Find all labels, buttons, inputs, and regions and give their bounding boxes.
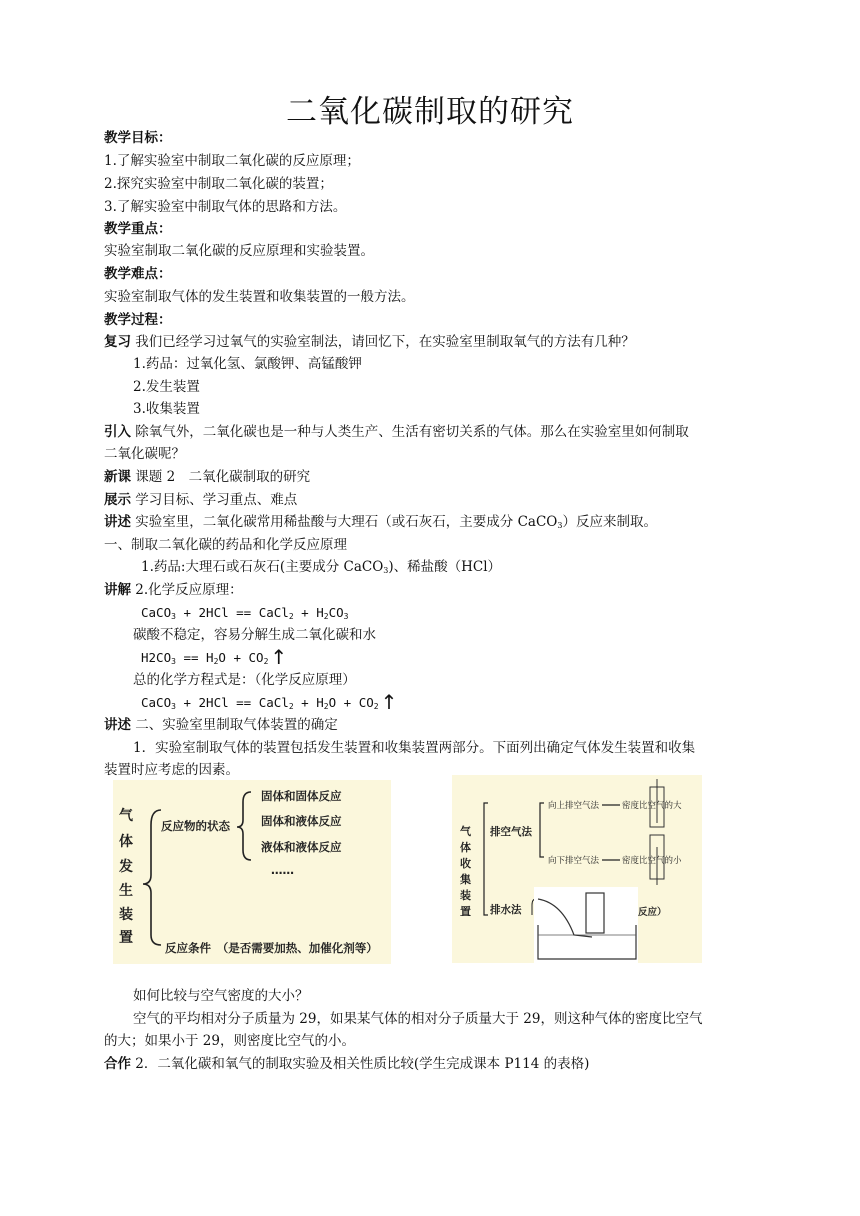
equation-3	[141, 690, 398, 717]
eq1-c-sub: 2	[323, 612, 329, 621]
review-item-2: 2.发生装置	[133, 379, 200, 395]
narrate1-line	[104, 512, 657, 536]
reagents-text-b: )、稀盐酸（HCl）	[388, 559, 502, 575]
review-item-3: 3.收集装置	[133, 401, 200, 417]
eq1-d: CO	[328, 605, 344, 620]
goals-heading: 教学目标：	[104, 130, 172, 146]
total-text: 总的化学方程式是：（化学反应原理）	[133, 672, 356, 688]
diag-condition: 反应条件 （是否需要加热、加催化剂等）	[165, 941, 378, 955]
show-line	[104, 490, 297, 510]
eq1-a-sub: 3	[171, 612, 176, 621]
coop-text: 2．二氧化碳和氧气的制取实验及相关性质比较(学生完成课本 P114 的表格)	[131, 1056, 590, 1072]
goal-item-3: 3.了解实验室中制取气体的思路和方法。	[104, 199, 347, 215]
diag-air-label: 排空气法	[490, 826, 532, 838]
diag-left-main-0: 气	[119, 808, 133, 824]
eq2-b: == H	[175, 650, 214, 665]
review-label: 复习	[104, 334, 131, 350]
narrate1-text-b: ）反应来制取。	[562, 514, 657, 530]
eq1-b-sub: 2	[288, 612, 294, 621]
eq2-c-sub: 2	[263, 657, 269, 666]
eq3-a: CaCO	[141, 695, 172, 710]
narrate2-text: 二、实验室里制取气体装置的确定	[131, 717, 338, 733]
compare-question: 如何比较与空气密度的大小？	[133, 988, 309, 1004]
reagents-sub: 3	[383, 566, 389, 575]
gas-arrow-icon: ↑	[270, 645, 288, 669]
eq3-b-sub: 2	[288, 702, 294, 711]
difficult-text: 实验室制取气体的发生装置和收集装置的一般方法。	[104, 289, 415, 305]
compare-answer-2: 的大；如果小于 29，则密度比空气的小。	[104, 1033, 355, 1049]
newlesson-line	[104, 467, 310, 487]
explain-line	[104, 580, 243, 600]
diag-up-method: 向上排空气法	[548, 801, 600, 811]
difficult-heading: 教学难点：	[104, 266, 172, 282]
diag-right-main-1: 体	[460, 841, 471, 854]
narrate1-sub: 3	[557, 521, 563, 530]
diag-water-desc: 反应）	[638, 907, 667, 918]
goal-item-2: 2.探究实验室中制取二氧化碳的装置；	[104, 176, 333, 192]
equation-1	[141, 603, 348, 627]
eq2-c: O + CO	[218, 650, 264, 665]
review-item-1: 1.药品：过氧化氢、氯酸钾、高锰酸钾	[133, 356, 362, 372]
eq3-c: + H	[293, 695, 324, 710]
generation-apparatus-diagram	[113, 780, 391, 964]
diag-left-main-3: 生	[119, 883, 133, 899]
unstable-text: 碳酸不稳定，容易分解生成二氧化碳和水	[133, 627, 376, 643]
gas-arrow-icon: ↑	[380, 690, 398, 714]
para1-line-1: 1．实验室制取气体的装置包括发生装置和收集装置两部分。下面列出确定气体发生装置和收集	[133, 740, 696, 756]
process-heading: 教学过程：	[104, 312, 172, 328]
eq3-d-sub: 2	[373, 702, 379, 711]
intro-label: 引入	[104, 424, 131, 440]
newlesson-label: 新课	[104, 469, 131, 485]
section1-heading: 一、制取二氧化碳的药品和化学反应原理	[104, 537, 347, 553]
collection-apparatus-diagram	[452, 775, 702, 963]
explain-text: 2.化学反应原理：	[131, 582, 243, 598]
show-label: 展示	[104, 492, 131, 508]
diag-down-method: 向下排空气法	[548, 856, 600, 866]
eq3-b: + 2HCl == CaCl	[175, 695, 289, 710]
diag-state-2: 液体和液体反应	[261, 840, 342, 854]
eq1-c: + H	[293, 605, 324, 620]
diag-state-label: 反应物的状态	[161, 819, 230, 833]
eq1-a: CaCO	[141, 605, 172, 620]
diag-right-main-2: 收	[460, 857, 471, 870]
eq3-d: O + CO	[328, 695, 374, 710]
diag-left-main-2: 发	[119, 859, 133, 875]
coop-line	[104, 1054, 589, 1074]
eq2-b-sub: 2	[213, 657, 219, 666]
narrate2-line	[104, 715, 338, 735]
diag-right-main-5: 置	[460, 905, 471, 918]
key-heading: 教学重点：	[104, 221, 172, 237]
eq1-b: + 2HCl == CaCl	[175, 605, 289, 620]
eq2-a-sub: 3	[171, 657, 176, 666]
intro-text-2: 二氧化碳呢？	[104, 446, 185, 462]
narrate1-text-a: 实验室里，二氧化碳常用稀盐酸与大理石（或石灰石，主要成分 CaCO	[131, 514, 558, 530]
diag-right-main-3: 集	[460, 873, 471, 886]
intro-line	[104, 422, 689, 442]
reagents-text-a: 1.药品:大理石或石灰石(主要成分 CaCO	[141, 559, 384, 575]
explain-label: 讲解	[104, 582, 131, 598]
newlesson-text: 课题 2 二氧化碳制取的研究	[131, 469, 311, 485]
diag-left-main-1: 体	[119, 834, 133, 850]
eq1-d-sub: 3	[343, 612, 349, 621]
narrate1-label: 讲述	[104, 514, 131, 530]
compare-answer-1: 空气的平均相对分子质量为 29，如果某气体的相对分子质量大于 29，则这种气体的密度比空气	[133, 1011, 703, 1027]
eq3-c-sub: 2	[323, 702, 329, 711]
show-text: 学习目标、学习重点、难点	[131, 492, 298, 508]
diag-state-0: 固体和固体反应	[261, 789, 342, 803]
diag-left-main-5: 置	[119, 930, 133, 946]
intro-text-1: 除氧气外，二氧化碳也是一种与人类生产、生活有密切关系的气体。那么在实验室里如何制取	[131, 424, 689, 440]
coop-label: 合作	[104, 1056, 131, 1072]
eq2-a: H2CO	[141, 650, 172, 665]
para1-line-2: 装置时应考虑的因素。	[104, 762, 239, 778]
eq3-a-sub: 3	[171, 702, 176, 711]
diag-right-main-4: 装	[460, 889, 471, 902]
equation-2	[141, 645, 288, 672]
diag-state-1: 固体和液体反应	[261, 814, 342, 828]
review-line	[104, 332, 635, 352]
page-title: 二氧化碳制取的研究	[286, 94, 574, 130]
review-text: 我们已经学习过氧气的实验室制法，请回忆下，在实验室里制取氧气的方法有几种？	[131, 334, 635, 350]
narrate2-label: 讲述	[104, 717, 131, 733]
diag-state-3: ……	[271, 863, 294, 877]
reagents-line	[141, 557, 501, 581]
diag-up-desc: 密度比空气的大	[622, 801, 682, 811]
key-text: 实验室制取二氧化碳的反应原理和实验装置。	[104, 243, 374, 259]
diag-left-main-4: 装	[119, 907, 133, 923]
diag-right-main-0: 气	[460, 825, 471, 838]
diag-water-label: 排水法	[490, 904, 522, 916]
diag-down-desc: 密度比空气的小	[622, 856, 682, 866]
goal-item-1: 1.了解实验室中制取二氧化碳的反应原理；	[104, 153, 360, 169]
